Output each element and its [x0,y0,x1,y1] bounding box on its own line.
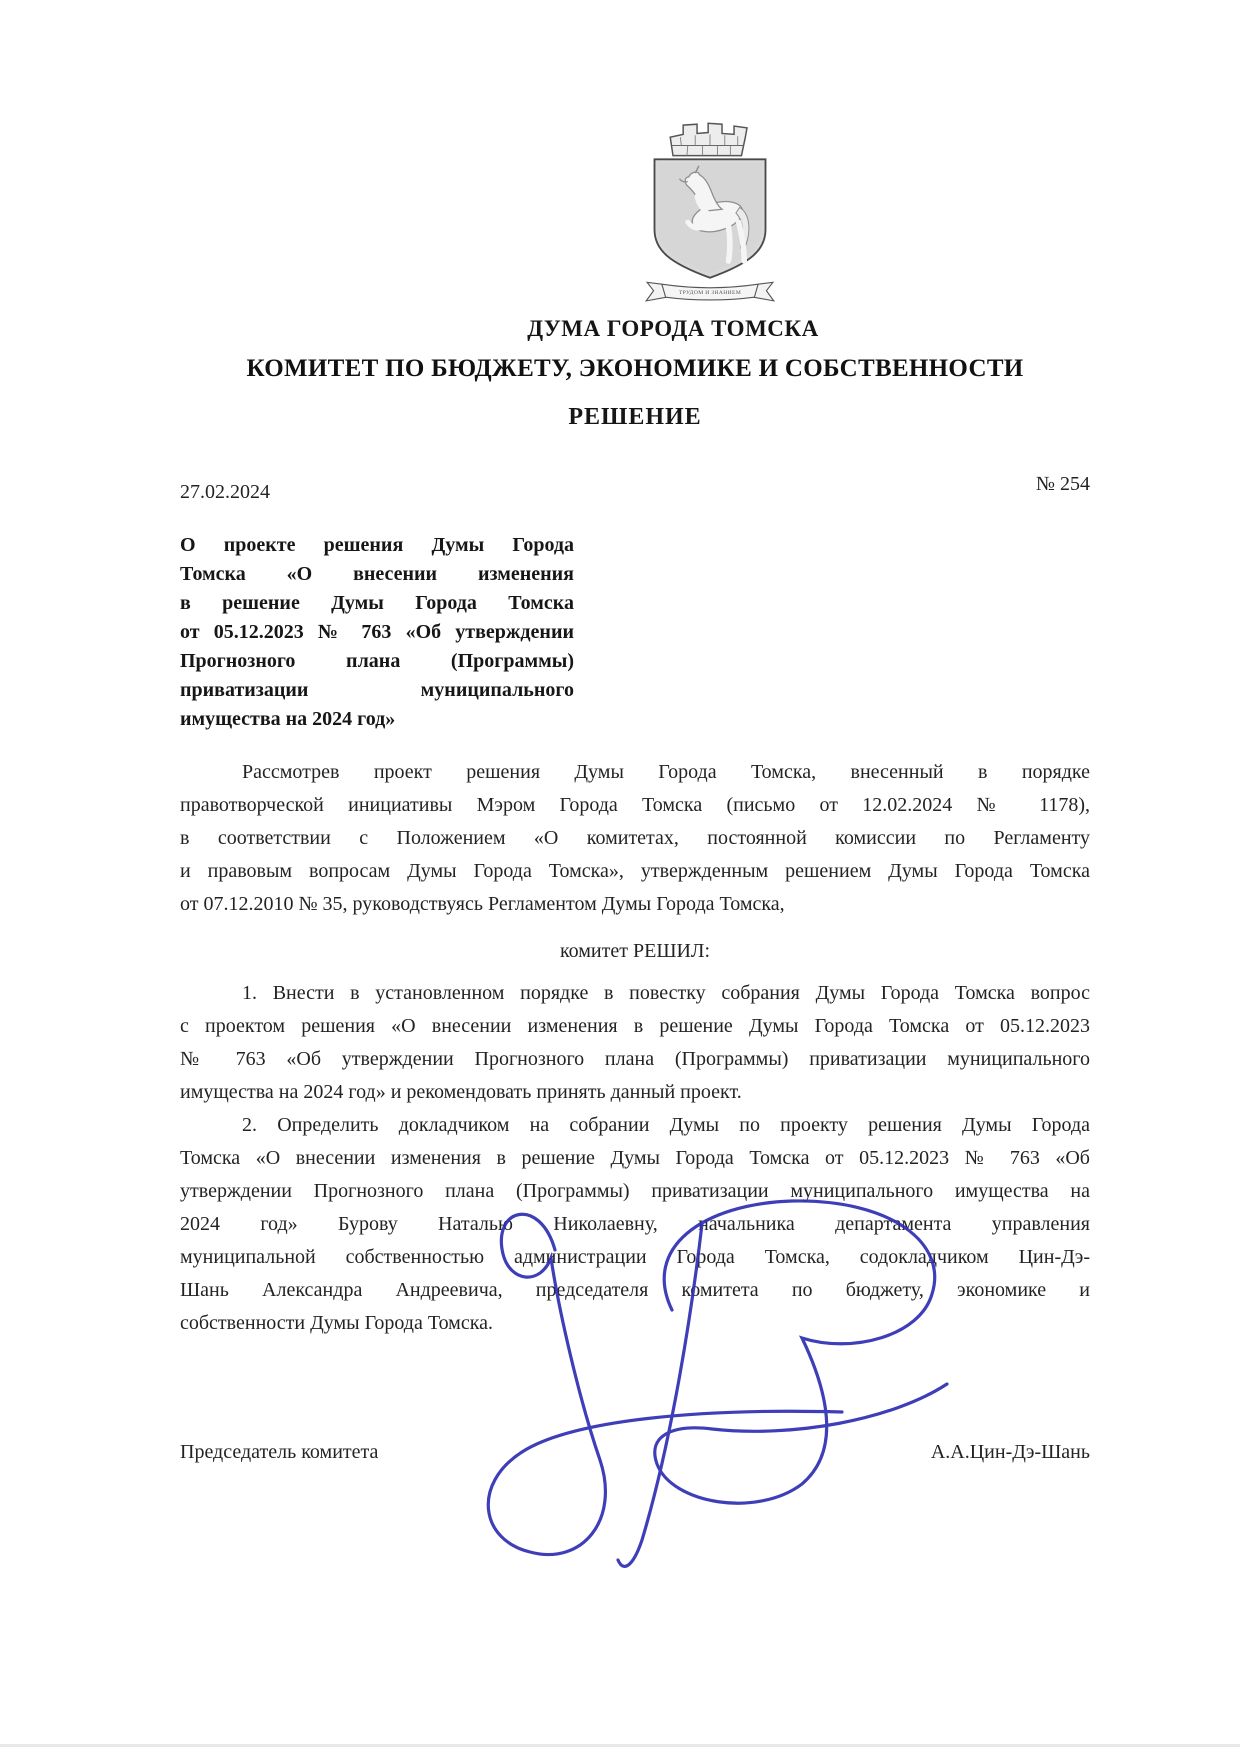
crown-icon [670,123,747,155]
resolution-items [180,977,1090,1340]
text-line: в решение Думы Города Томска [180,592,574,614]
signer-position: Председатель комитета [180,1441,379,1463]
signature-row [180,1437,1090,1467]
text-line: 1. Внести в установленном порядке в повестку собрания Думы Города Томска вопрос [242,982,1090,1004]
coat-of-arms-container [180,0,1090,306]
motto-text: ТРУДОМ И ЗНАНИЕМ [678,289,742,296]
document-number: № 254 [1035,473,1090,495]
date-number-row [180,473,1090,504]
preamble-paragraph [180,756,1090,921]
committee-title: КОМИТЕТ ПО БЮДЖЕТУ, ЭКОНОМИКЕ И СОБСТВЕННОСТИ [246,355,1024,382]
text-line: Томска «О внесении изменения в решение Думы Города Томска от 05.12.2023 № 763 «Об [180,1147,1090,1169]
text-line: от 05.12.2023 № 763 «Об утверждении [180,621,574,643]
tomsk-coat-of-arms-icon [636,120,784,306]
organization-title: ДУМА ГОРОДА ТОМСКА [527,316,819,341]
text-line: собственности Думы Города Томска. [180,1312,494,1334]
text-line: Прогнозного плана (Программы) [180,650,574,672]
text-line: Шань Александра Андреевича, председателя комитета по бюджету, экономике и [180,1279,1090,1301]
resolution-item-2 [180,1109,1090,1340]
resolution-heading: комитет РЕШИЛ: [559,940,711,962]
text-line: приватизации муниципального [180,679,574,701]
document-type-title: РЕШЕНИЕ [568,404,702,430]
resolution-item-1 [180,977,1090,1109]
text-line: утверждении Прогнозного плана (Программы) приватизации муниципального имущества на [180,1180,1090,1202]
document-date: 27.02.2024 [180,481,270,503]
text-line: Рассмотрев проект решения Думы Города Томска, внесенный в порядке [242,761,1090,783]
signer-name: А.А.Цин-Дэ-Шань [930,1441,1090,1463]
text-line: муниципальной собственностью администрации Города Томска, содокладчиком Цин-Дэ- [180,1246,1090,1268]
text-line: имущества на 2024 год» [180,708,396,730]
text-line: от 07.12.2010 № 35, руководствуясь Регламентом Думы Города Томска, [180,893,785,915]
subject-block [180,531,574,734]
text-line: 2024 год» Бурову Наталью Николаевну, начальника департамента управления [180,1213,1090,1235]
motto-ribbon-icon [646,282,774,301]
text-line: имущества на 2024 год» и рекомендовать принять данный проект. [180,1081,742,1103]
text-line: с проектом решения «О внесении изменения в решение Думы Города Томска от 05.12.2023 [180,1015,1090,1037]
text-line: и правовым вопросам Думы Города Томска», утвержденным решением Думы Города Томска [180,860,1090,882]
text-line: О проекте решения Думы Города [180,534,574,556]
text-line: 2. Определить докладчиком на собрании Думы по проекту решения Думы Города [242,1114,1090,1136]
text-line: в соответствии с Положением «О комитетах, постоянной комиссии по Регламенту [180,827,1090,849]
text-line: № 763 «Об утверждении Прогнозного плана (Программы) приватизации муниципального [180,1048,1090,1070]
text-line: правотворческой инициативы Мэром Города Томска (письмо от 12.02.2024 № 1178), [180,794,1090,816]
text-line: Томска «О внесении изменения [180,563,574,585]
scan-edge-artifact [0,1744,1240,1747]
